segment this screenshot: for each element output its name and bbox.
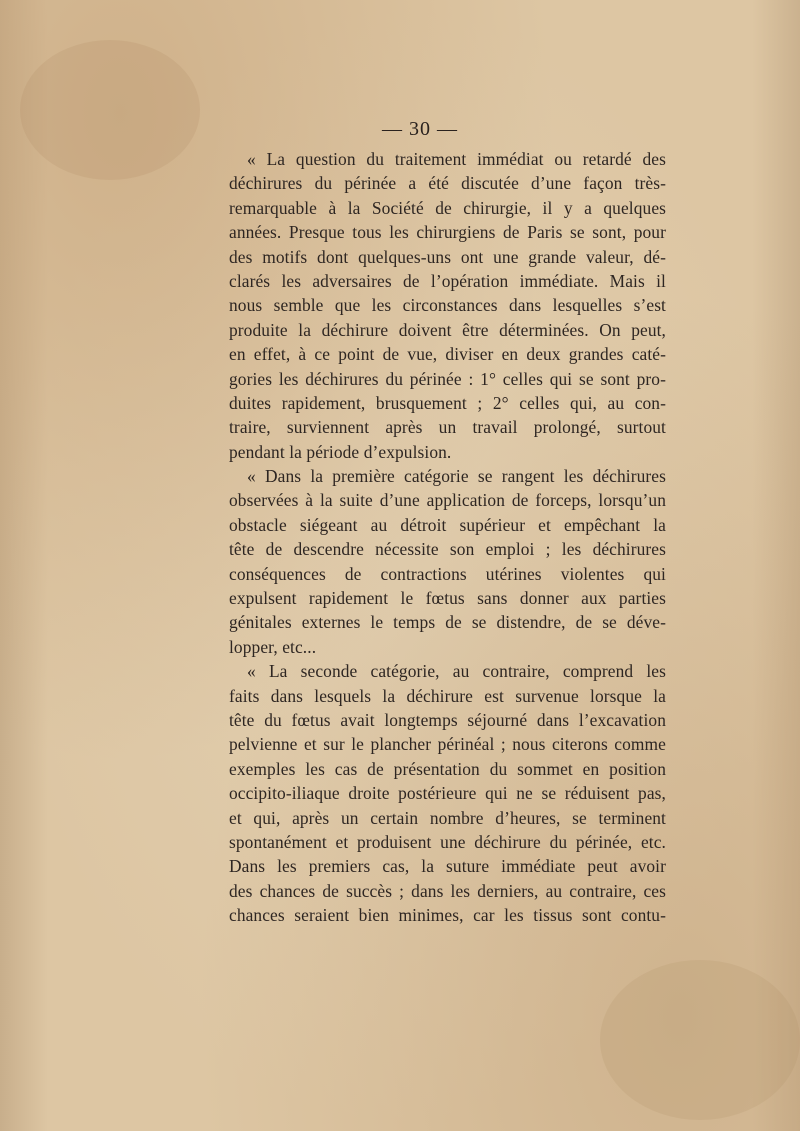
- text-line: tête du fœtus avait longtemps séjourné dans l’excavation: [229, 709, 666, 730]
- text-line: des chances de succès ; dans les derniers, au contraire, ces: [229, 880, 666, 901]
- page-number: — 30 —: [382, 118, 458, 140]
- text-line: expulsent rapidement le fœtus sans donner aux parties: [229, 588, 666, 609]
- text-line: duites rapidement, brusquement ; 2° celles qui, au con-: [229, 392, 666, 413]
- text-line: pendant la période d’expulsion.: [229, 441, 452, 462]
- text-line: remarquable à la Société de chirurgie, il y a quelques: [229, 197, 666, 218]
- text-line: tête de descendre nécessite son emploi ; les déchirures: [229, 539, 666, 560]
- text-line: conséquences de contractions utérines violentes qui: [229, 563, 666, 584]
- text-line: occipito-iliaque droite postérieure qui ne se réduisent pas,: [229, 783, 666, 804]
- text-line: Dans les premiers cas, la suture immédiate peut avoir: [229, 856, 666, 877]
- text-line: obstacle siégeant au détroit supérieur et empêchant la: [229, 514, 666, 535]
- text-line: « La seconde catégorie, au contraire, comprend les: [247, 661, 666, 682]
- text-line: des motifs dont quelques-uns ont une grande valeur, dé-: [229, 246, 666, 267]
- text-line: traire, surviennent après un travail prolongé, surtout: [229, 417, 666, 438]
- text-line: spontanément et produisent une déchirure du périnée, etc.: [229, 831, 666, 852]
- text-line: lopper, etc...: [229, 636, 317, 657]
- text-line: faits dans lesquels la déchirure est survenue lorsque la: [229, 685, 666, 706]
- text-line: « La question du traitement immédiat ou retardé des: [247, 149, 666, 169]
- text-line: observées à la suite d’une application de forceps, lorsqu’un: [229, 490, 666, 511]
- paper-stain: [600, 960, 800, 1120]
- text-line: en effet, à ce point de vue, diviser en deux grandes caté-: [229, 344, 666, 365]
- text-line: pelvienne et sur le plancher périnéal ; nous citerons comme: [229, 734, 666, 755]
- body-text: [229, 147, 666, 928]
- text-line: clarés les adversaires de l’opération immédiate. Mais il: [229, 270, 666, 291]
- text-line: « Dans la première catégorie se rangent les déchirures: [247, 466, 666, 487]
- text-line: déchirures du périnée a été discutée d’une façon très-: [229, 173, 666, 194]
- text-line: produite la déchirure doivent être déterminées. On peut,: [229, 319, 666, 340]
- text-line: années. Presque tous les chirurgiens de Paris se sont, pour: [229, 222, 666, 243]
- text-line: nous semble que les circonstances dans lesquelles s’est: [229, 295, 666, 316]
- text-line: et qui, après un certain nombre d’heures, se terminent: [229, 807, 666, 828]
- text-line: exemples les cas de présentation du sommet en position: [229, 758, 666, 779]
- text-line: chances seraient bien minimes, car les tissus sont contu-: [229, 905, 666, 926]
- text-line: gories les déchirures du périnée : 1° celles qui se sont pro-: [229, 368, 666, 389]
- text-line: génitales externes le temps de se distendre, de se déve-: [229, 612, 666, 633]
- paper-stain: [20, 40, 200, 180]
